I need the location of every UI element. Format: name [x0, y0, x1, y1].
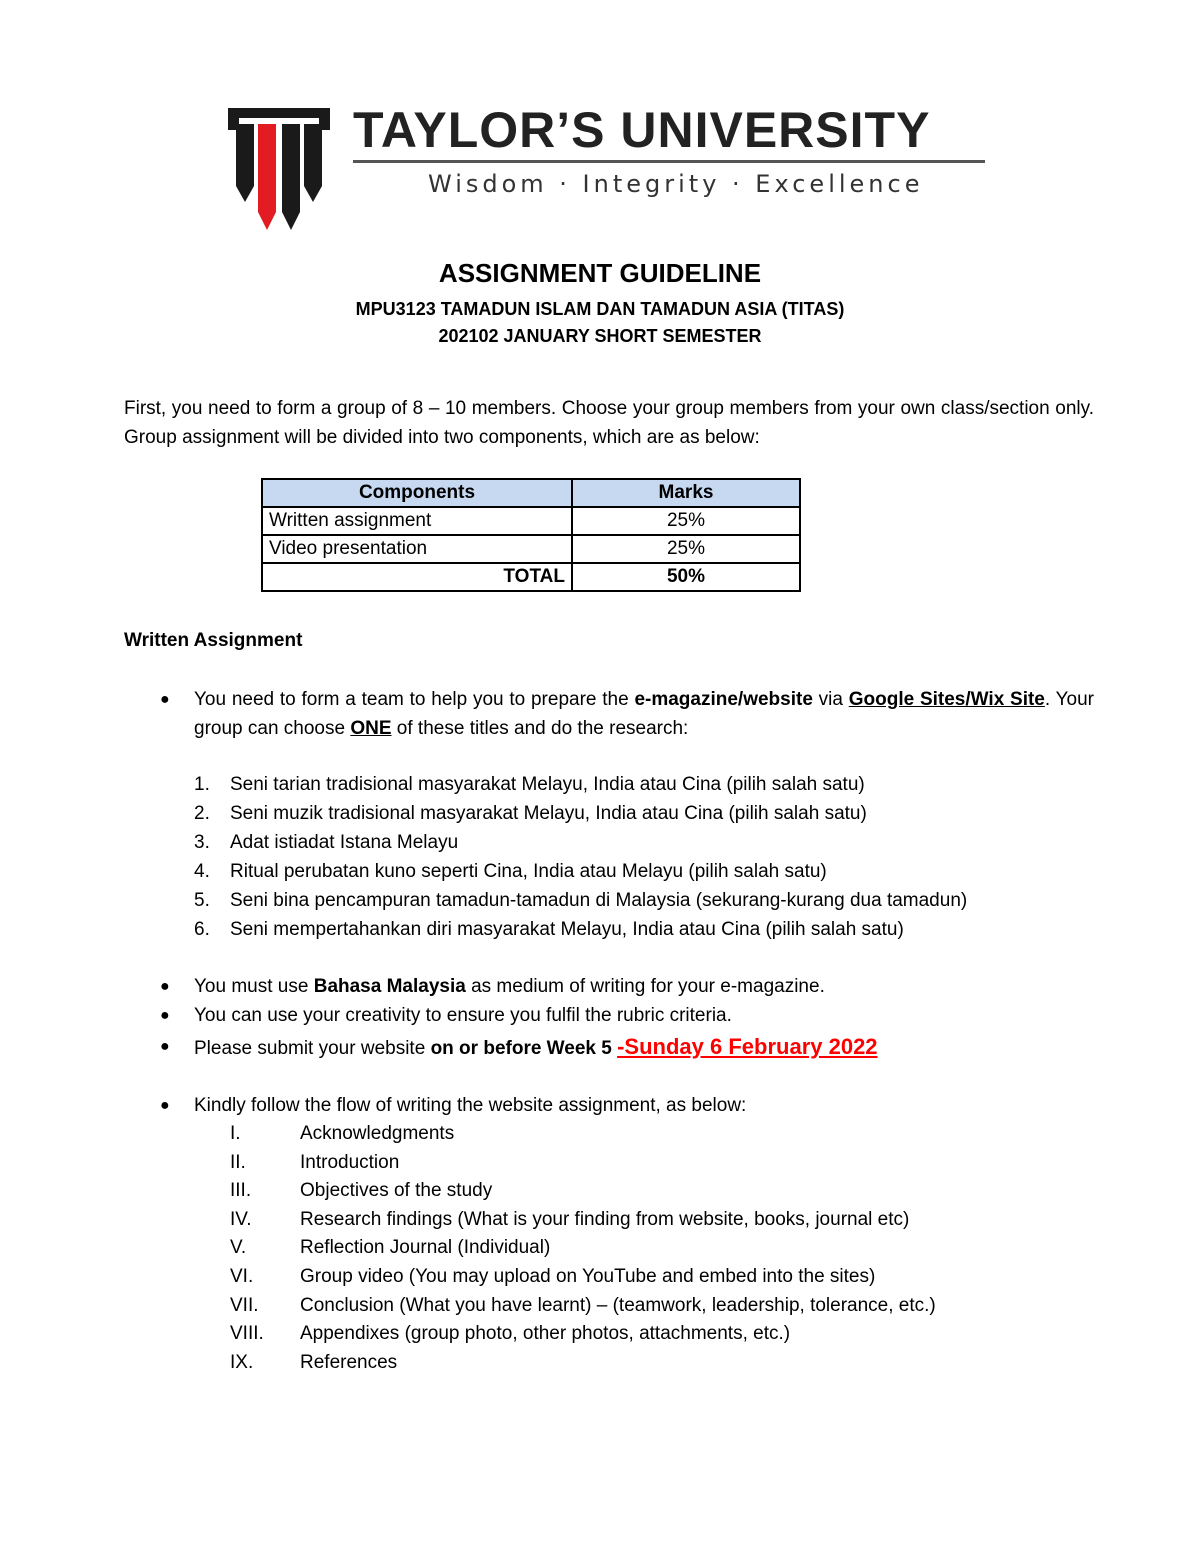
list-item — [194, 886, 967, 915]
table-cell-marks: 25% — [572, 535, 800, 563]
list-item-text: Adat istiadat Istana Melayu — [230, 832, 459, 853]
list-item — [230, 1320, 936, 1349]
bullet-item — [160, 685, 1096, 743]
list-item-text: Seni mempertahankan diri masyarakat Melayu, India atau Cina (pilih salah satu) — [230, 919, 904, 940]
page-title: ASSIGNMENT GUIDELINE — [438, 258, 762, 288]
list-number: 3. — [194, 832, 210, 853]
list-number: I. — [230, 1123, 241, 1144]
text-span: You need to form a team to help you to prepare the — [194, 689, 635, 710]
semester-title: 202102 JANUARY SHORT SEMESTER — [438, 326, 762, 346]
list-item-text: Research findings (What is your finding from website, books, journal etc) — [300, 1208, 910, 1230]
text-span: You must use — [194, 976, 314, 997]
logo-title: TAYLOR’S UNIVERSITY — [353, 102, 931, 158]
list-item-text: Introduction — [300, 1151, 400, 1173]
research-titles-list — [194, 770, 967, 944]
list-item-text: Group video (You may upload on YouTube and embed into the sites) — [300, 1265, 876, 1287]
bullet-icon: ● — [160, 1038, 170, 1055]
table-total-marks: 50% — [572, 563, 800, 591]
list-item — [230, 1149, 936, 1178]
list-number: 4. — [194, 861, 210, 882]
university-emblem-icon — [228, 100, 330, 235]
list-number: 1. — [194, 774, 210, 795]
list-item — [194, 828, 967, 857]
logo-divider — [353, 160, 985, 163]
google-sites-link: Google Sites/Wix Site — [848, 689, 1045, 710]
list-item-text: Ritual perubatan kuno seperti Cina, India atau Melayu (pilih salah satu) — [230, 861, 827, 882]
list-item — [230, 1292, 936, 1321]
bullet-icon: ● — [160, 1097, 170, 1114]
components-table — [261, 478, 801, 592]
list-item — [230, 1234, 936, 1263]
logo-tagline: Wisdom · Integrity · Excellence — [428, 170, 924, 198]
text-span: . Your group can choose — [194, 689, 1094, 739]
university-logo — [228, 100, 988, 235]
list-number: II. — [230, 1151, 246, 1173]
bullet-item — [160, 972, 1096, 1001]
list-item-text: Seni muzik tradisional masyarakat Melayu, India atau Cina (pilih salah satu) — [230, 803, 867, 824]
table-row — [262, 535, 800, 563]
list-number: V. — [230, 1237, 247, 1259]
bullet-text — [194, 685, 1094, 743]
list-number: IV. — [230, 1208, 252, 1230]
list-number: 6. — [194, 919, 210, 940]
table-row — [262, 507, 800, 535]
table-total-label: TOTAL — [262, 563, 572, 591]
intro-paragraph: First, you need to form a group of 8 – 10 members. Choose your group members from your own class/section only. Group assignment will be divided into two components, which are as below: — [124, 398, 1094, 448]
list-item-text: Seni bina pencampuran tamadun-tamadun di Malaysia (sekurang-kurang dua tamadun) — [230, 890, 968, 911]
list-item — [194, 799, 967, 828]
table-total-row — [262, 563, 800, 591]
bullet-icon: ● — [160, 691, 170, 708]
list-number: VIII. — [230, 1323, 264, 1345]
text-span: as medium of writing for your e-magazine. — [465, 976, 825, 997]
list-item-text: Objectives of the study — [300, 1180, 493, 1202]
list-item — [230, 1263, 936, 1292]
bullet-item — [160, 1091, 1096, 1120]
list-number: 2. — [194, 803, 210, 824]
underlined-text: ONE — [350, 718, 392, 739]
list-item-text: Seni tarian tradisional masyarakat Melayu, India atau Cina (pilih salah satu) — [230, 774, 865, 795]
text-span: of these titles and do the research: — [391, 718, 689, 739]
course-title: MPU3123 TAMADUN ISLAM DAN TAMADUN ASIA (TITAS) — [355, 299, 845, 319]
bullet-item — [160, 1001, 1096, 1030]
bullet-icon: ● — [160, 978, 170, 995]
list-item — [194, 915, 967, 944]
bullet-item — [160, 1032, 1096, 1064]
deadline-text: -Sunday 6 February 2022 — [617, 1034, 878, 1059]
bullet-text — [194, 1032, 1094, 1063]
bullet-text — [194, 972, 1094, 1001]
list-item — [230, 1177, 936, 1206]
table-header-row — [262, 479, 800, 507]
table-header-components: Components — [262, 479, 572, 507]
list-number: VI. — [230, 1265, 254, 1287]
list-item — [230, 1349, 936, 1378]
bold-text: e-magazine/website — [634, 689, 813, 710]
list-item-text: Acknowledgments — [300, 1123, 455, 1144]
list-item-text: References — [300, 1351, 398, 1373]
table-cell-component: Video presentation — [262, 535, 572, 563]
table-header-marks: Marks — [572, 479, 800, 507]
text-span: via — [812, 689, 849, 710]
list-item — [194, 770, 967, 799]
bold-text: Bahasa Malaysia — [313, 976, 466, 997]
list-item-text: Reflection Journal (Individual) — [300, 1237, 551, 1259]
writing-flow-list — [230, 1120, 936, 1377]
list-item — [230, 1206, 936, 1235]
list-number: VII. — [230, 1294, 259, 1316]
list-number: IX. — [230, 1351, 254, 1373]
table-cell-component: Written assignment — [262, 507, 572, 535]
bullet-text: Kindly follow the flow of writing the website assignment, as below: — [194, 1095, 747, 1116]
list-number: III. — [230, 1180, 252, 1202]
text-span: Please submit your website — [194, 1038, 431, 1059]
bullet-icon: ● — [160, 1007, 170, 1024]
list-item-text: Appendixes (group photo, other photos, attachments, etc.) — [300, 1323, 791, 1345]
section-title-written-assignment: Written Assignment — [124, 630, 303, 651]
bullet-text: You can use your creativity to ensure you fulfil the rubric criteria. — [194, 1005, 732, 1026]
list-item-text: Conclusion (What you have learnt) – (teamwork, leadership, tolerance, etc.) — [300, 1294, 936, 1316]
list-number: 5. — [194, 890, 210, 911]
list-item — [230, 1120, 936, 1149]
list-item — [194, 857, 967, 886]
bold-text: on or before Week 5 — [430, 1038, 618, 1059]
table-cell-marks: 25% — [572, 507, 800, 535]
